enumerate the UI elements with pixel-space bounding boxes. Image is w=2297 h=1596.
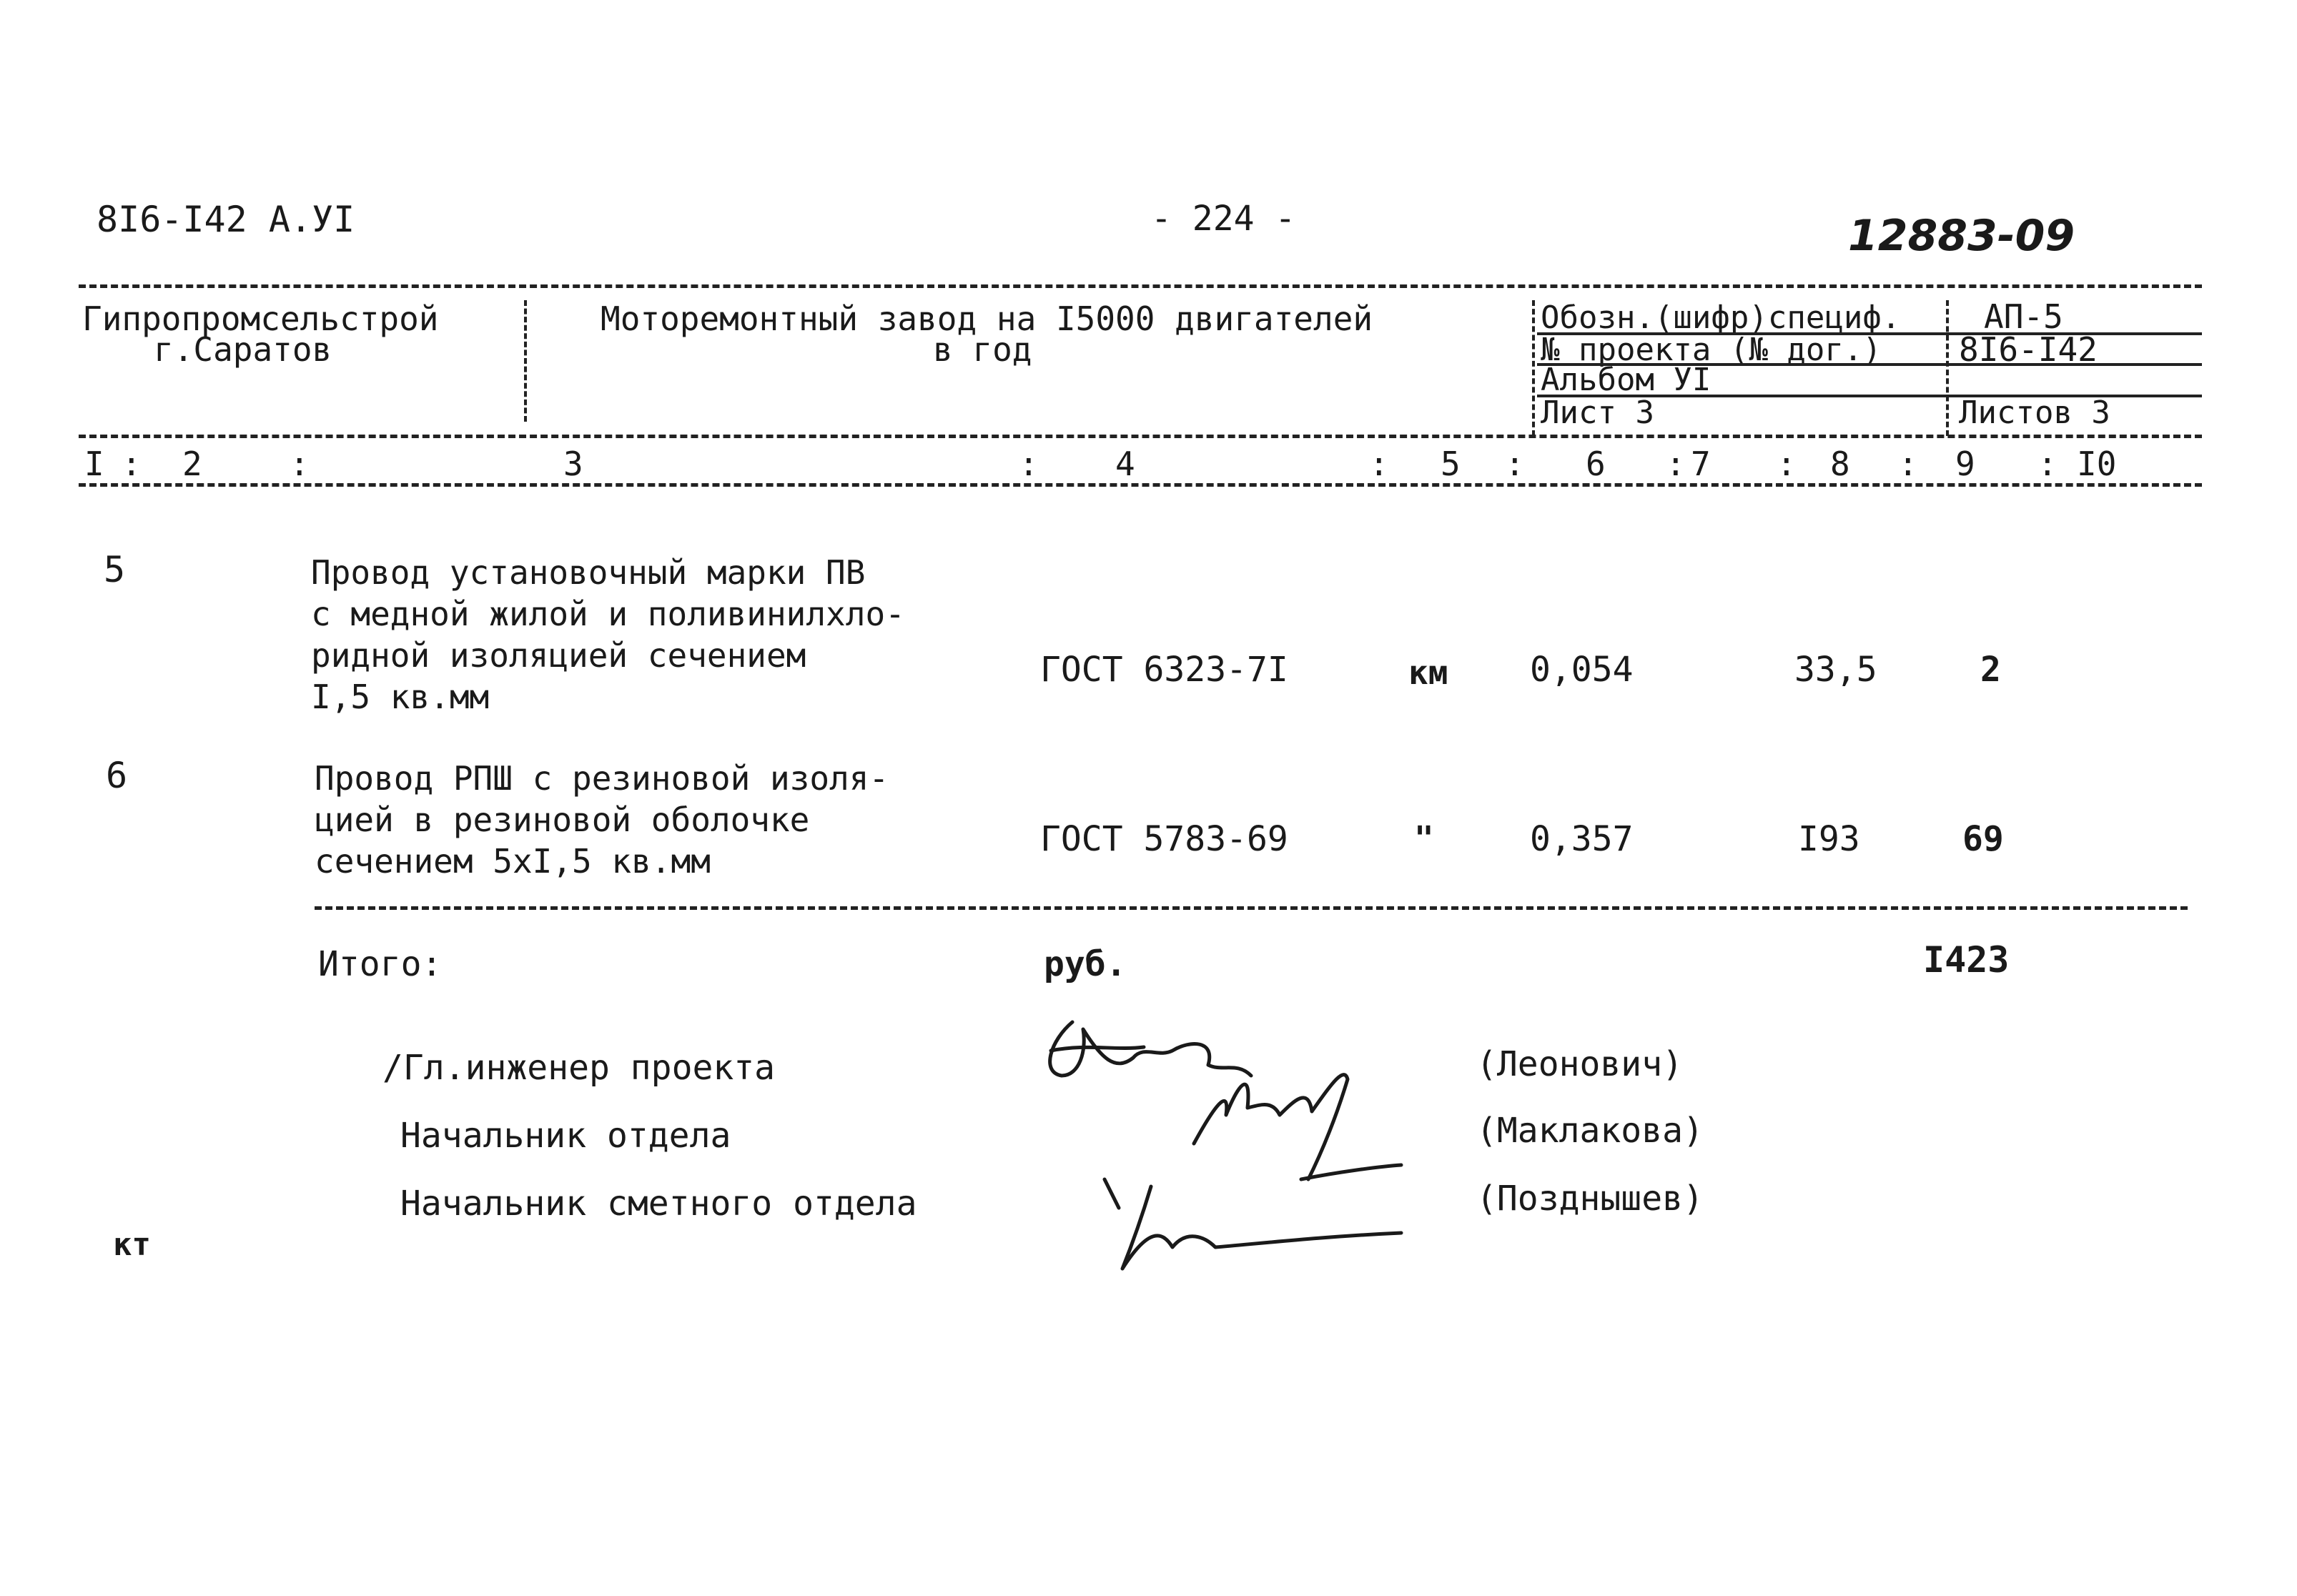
column-separators: :: [1898, 445, 1918, 483]
handwritten-number: 12883-09: [1848, 211, 2075, 261]
stamp-title-continued: в год: [933, 330, 1032, 369]
row-total: 2: [1980, 650, 2001, 690]
column-number-5: 5: [1441, 445, 1461, 483]
column-separators: :: [290, 445, 310, 483]
row-standard: ГОСТ 6323-7I: [1040, 650, 1288, 690]
document-code: 8I6-I42 A.УI: [97, 199, 355, 240]
signature-role: Начальник сметного отдела: [400, 1184, 917, 1224]
column-number-8: 8: [1830, 445, 1850, 483]
row-price: I93: [1798, 819, 1860, 859]
column-number-9: 9: [1955, 445, 1975, 483]
column-number-1: I: [84, 445, 104, 483]
stamp-sheets-label: Листов 3: [1959, 395, 2110, 431]
stamp-organization: Гипропромсельстрой: [82, 299, 439, 338]
summary-label: Итого:: [318, 944, 443, 984]
row-description: Провод установочный марки ПВ с медной жилой и поливинилхло- ридной изоляцией сечением I,5 кв.мм: [311, 553, 905, 716]
footer-mark: кт: [113, 1226, 151, 1263]
row-number: 6: [106, 755, 128, 796]
signature-name: (Леонович): [1476, 1044, 1683, 1084]
stamp-project-value: 8I6-I42: [1959, 330, 2098, 369]
signature-maklakova: [1194, 1075, 1348, 1179]
stamp-sheet-label: Лист 3: [1541, 395, 1654, 431]
column-separators: :: [1369, 445, 1389, 483]
stamp-album-label: Альбом УI: [1541, 362, 1711, 398]
row-price: 33,5: [1794, 650, 1877, 690]
column-separators: :: [122, 445, 142, 483]
stamp-city: г.Саратов: [154, 330, 332, 369]
row-quantity: 0,357: [1530, 819, 1634, 859]
column-number-4: 4: [1115, 445, 1135, 483]
stamp-spec-label: Обозн.(шифр)специф.: [1541, 299, 1901, 336]
signature-name: (Маклакова): [1476, 1111, 1704, 1151]
column-number-6: 6: [1586, 445, 1606, 483]
row-number: 5: [104, 549, 126, 590]
stamp-title: Моторемонтный завод на I5000 двигателей: [601, 299, 1373, 338]
column-separators: :: [1019, 445, 1039, 483]
row-description: Провод РПШ с резиновой изоля- цией в резиновой оболочке сечением 5хI,5 кв.мм: [315, 759, 889, 881]
row-unit: км: [1408, 653, 1448, 692]
row-total: 69: [1962, 819, 2004, 859]
column-separators: :: [1777, 445, 1797, 483]
column-separators: :: [1666, 445, 1686, 483]
column-number-3: 3: [563, 445, 583, 483]
page-number: - 224 -: [1151, 199, 1296, 239]
signature-pozdnyshev: [1105, 1179, 1119, 1208]
row-unit: ": [1414, 819, 1434, 858]
column-separators: :: [1505, 445, 1525, 483]
row-quantity: 0,054: [1530, 650, 1634, 690]
signature-pozdnyshev: [1122, 1186, 1401, 1269]
signature-role: /Гл.инженер проекта: [382, 1048, 776, 1088]
stamp-spec-value: АП-5: [1984, 297, 2063, 336]
column-separators: :: [2037, 445, 2058, 483]
column-number-10: I0: [2077, 445, 2117, 483]
column-number-7: 7: [1691, 445, 1711, 483]
summary-currency: руб.: [1044, 944, 1127, 984]
summary-total: I423: [1923, 939, 2010, 981]
stamp-project-label: № проекта (№ дог.): [1541, 332, 1882, 368]
signature-role: Начальник отдела: [400, 1116, 731, 1156]
column-number-2: 2: [182, 445, 202, 483]
row-standard: ГОСТ 5783-69: [1040, 819, 1288, 859]
signature-name: (Позднышев): [1476, 1179, 1704, 1219]
